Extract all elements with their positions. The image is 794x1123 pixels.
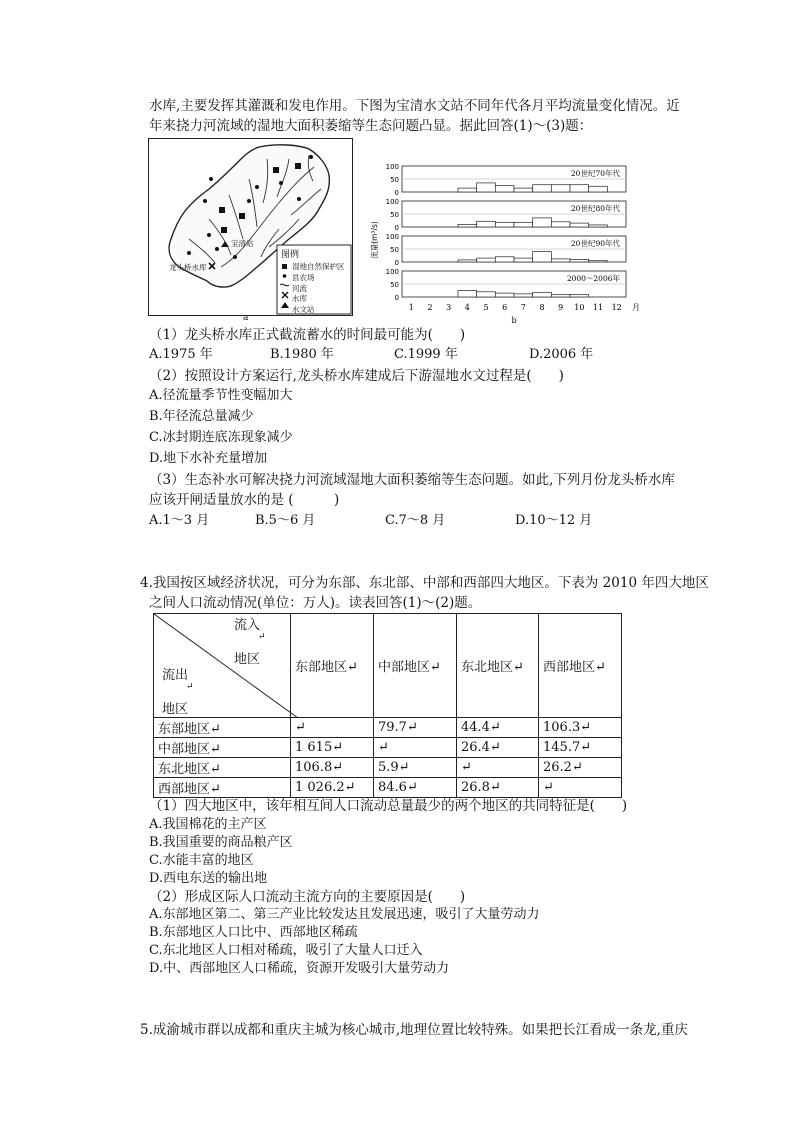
intro-line-2: 年来挠力河流域的湿地大面积萎缩等生态问题凸显。据此回答(1)～(3)题：: [149, 118, 593, 134]
corner-in-label: 流入: [234, 618, 261, 633]
x-tick-label: 3: [446, 303, 452, 312]
y-tick-label: 100: [385, 233, 399, 241]
table-cell: ↵: [539, 778, 622, 798]
flow-bar: [458, 291, 477, 298]
q3-sub3-opt-c: C.7～8 月: [385, 513, 446, 528]
map-caption: a: [243, 313, 249, 323]
table-cell: 79.7↵: [374, 718, 457, 738]
col-header-west: 西部地区↵: [539, 614, 622, 718]
row-label: 东部地区↵: [154, 718, 291, 738]
q4-sub1: （1）四大地区中，该年相互间人口流动总量最少的两个地区的共同特征是( ): [149, 798, 628, 814]
x-tick-label: 7: [520, 303, 526, 312]
flow-bar: [570, 223, 589, 227]
x-tick-label: 4: [464, 303, 470, 312]
table-cell: ↵: [291, 718, 374, 738]
q3-sub3-line2: 应该开闸适量放水的是 ( ): [149, 492, 340, 508]
table-cell: 5.9↵: [374, 758, 457, 778]
table-row: [154, 738, 622, 758]
label-reservoir: 龙头桥水库: [169, 263, 207, 272]
table-cell: 106.3↵: [539, 718, 622, 738]
flow-bar: [458, 188, 477, 192]
y-tick-label: 100: [385, 268, 399, 276]
flow-bar: [570, 294, 589, 297]
q5-line-1: 5.成渝城市群以成都和重庆主城为核心城市,地理位置比较特殊。如果把长江看成一条龙,重庆: [140, 1022, 688, 1038]
q3-sub2: （2）按照设计方案运行,龙头桥水库建成后下游湿地水文过程是( ): [149, 368, 564, 384]
legend-wetland: 湿地自然保护区: [292, 262, 345, 271]
table-cell: 26.4↵: [457, 738, 539, 758]
watershed-map: [148, 138, 353, 316]
intro-line-1: 水库,主要发挥其灌溉和发电作用。下图为宝清水文站不同年代各月平均流量变化情况。近: [149, 98, 680, 114]
flow-bar: [551, 294, 570, 297]
flow-bar: [551, 185, 570, 192]
table-row: [154, 778, 622, 798]
hydrograph-chart: [368, 160, 674, 325]
q3-sub2-opt-d: D.地下水补充量增加: [149, 451, 268, 466]
corner-mark-1: ↵: [258, 632, 266, 642]
q4-sub2-opt-d: D.中、西部地区人口稀疏，资源开发吸引大量劳动力: [149, 961, 450, 976]
table-row: [154, 758, 622, 778]
series-label: 20世纪70年代: [570, 169, 620, 178]
series-label: 20世纪90年代: [570, 239, 620, 248]
flow-bar: [495, 257, 514, 262]
x-tick-label: 6: [502, 303, 508, 312]
x-tick-label: 5: [483, 303, 489, 312]
legend-reservoir: 水库: [292, 294, 307, 304]
y-tick-label: 100: [385, 198, 399, 206]
x-tick-label: 2: [427, 303, 433, 312]
corner-region-label-2: 地区: [162, 702, 189, 717]
q3-sub1-opt-b: B.1980 年: [270, 347, 334, 362]
q4-sub2-opt-b: B.东部地区人口比中、西部地区稀疏: [149, 925, 358, 940]
flow-bar: [589, 186, 608, 192]
table-corner-cell: [154, 614, 291, 718]
x-tick-label: 1: [408, 303, 414, 312]
table-row: [154, 718, 622, 738]
flow-bar: [570, 259, 589, 262]
series-label: 20世纪80年代: [570, 204, 620, 213]
q3-sub1-opt-c: C.1999 年: [394, 347, 458, 362]
q4-sub1-opt-c: C.水能丰富的地区: [149, 853, 254, 868]
table-cell: 145.7↵: [539, 738, 622, 758]
y-tick-label: 0: [394, 224, 399, 232]
q4-sub1-opt-a: A.我国棉花的主产区: [149, 817, 267, 832]
flow-bar: [570, 185, 589, 192]
flow-bar: [458, 224, 477, 227]
col-header-east: 东部地区↵: [291, 614, 374, 718]
row-label: 西部地区↵: [154, 778, 291, 798]
x-tick-label: 9: [558, 303, 564, 312]
table-cell: 1 026.2↵: [291, 778, 374, 798]
q3-sub2-opt-c: C.冰封期连底冻现象减少: [149, 430, 293, 445]
y-axis-label: 流量(m³/s): [370, 221, 379, 259]
x-tick-label: 8: [539, 303, 545, 312]
corner-region-label-1: 地区: [234, 652, 261, 667]
flow-bar: [533, 185, 552, 192]
table-cell: 26.2↵: [539, 758, 622, 778]
y-tick-label: 50: [390, 246, 399, 254]
flow-bar: [477, 258, 496, 262]
table-cell: 1 615↵: [291, 738, 374, 758]
q4-sub1-opt-d: D.西电东送的输出地: [149, 871, 268, 886]
q4-sub2-opt-a: A.东部地区第二、第三产业比较发达且发展迅速，吸引了大量劳动力: [149, 907, 540, 922]
y-tick-label: 0: [394, 189, 399, 197]
flow-bar: [514, 188, 533, 192]
y-tick-label: 0: [394, 259, 399, 267]
y-tick-label: 100: [385, 163, 399, 171]
y-tick-label: 50: [390, 211, 399, 219]
population-flow-table: [153, 613, 622, 798]
q4-sub2: （2）形成区际人口流动主流方向的主要原因是( ): [149, 889, 466, 905]
table-cell: 106.8↵: [291, 758, 374, 778]
q4-sub1-opt-b: B.我国重要的商品粮产区: [149, 835, 293, 850]
q3-sub3-line1: （3）生态补水可解决挠力河流域湿地大面积萎缩等生态问题。如此,下列月份龙头桥水库: [149, 472, 675, 488]
flow-bar: [495, 222, 514, 227]
col-header-central: 中部地区↵: [374, 614, 457, 718]
table-cell: 44.4↵: [457, 718, 539, 738]
q4-sub2-opt-c: C.东北地区人口相对稀疏，吸引了大量人口迁入: [149, 943, 423, 958]
flow-bar: [477, 183, 496, 192]
flow-bar: [514, 258, 533, 262]
corner-out-label: 流出: [162, 668, 189, 683]
y-tick-label: 50: [390, 281, 399, 289]
q3-sub1-opt-d: D.2006 年: [529, 347, 594, 362]
q3-sub3-opt-d: D.10～12 月: [515, 513, 593, 528]
x-axis-label: 月: [632, 303, 640, 312]
flow-bar: [514, 294, 533, 297]
flow-bar: [495, 293, 514, 297]
q3-sub3-opt-b: B.5～6 月: [255, 513, 316, 528]
flow-bar: [477, 221, 496, 227]
x-tick-label: 11: [592, 303, 604, 312]
legend-river: 河流: [292, 283, 307, 293]
x-tick-label: 12: [611, 303, 622, 312]
legend-farm: 县农场: [292, 272, 315, 282]
row-label: 中部地区↵: [154, 738, 291, 758]
flow-bar: [533, 218, 552, 227]
q3-sub2-opt-b: B.年径流总量减少: [149, 409, 254, 424]
flow-bar: [477, 292, 496, 297]
q4-line-1: 4.我国按区域经济状况，可分为东部、东北部、中部和西部四大地区。下表为 2010 年四大地区: [140, 575, 709, 591]
flow-bar: [533, 292, 552, 297]
corner-mark-2: ↵: [186, 682, 194, 692]
flow-bar: [589, 225, 608, 227]
series-label: 2000～2006年: [566, 274, 620, 283]
y-tick-label: 0: [394, 294, 399, 302]
q4-line-2: 之间人口流动情况(单位：万人)。读表回答(1)～(2)题。: [149, 595, 482, 611]
q3-sub3-opt-a: A.1～3 月: [149, 513, 210, 528]
row-label: 东北地区↵: [154, 758, 291, 778]
col-header-northeast: 东北地区↵: [457, 614, 539, 718]
x-tick-label: 10: [574, 303, 585, 312]
q3-sub1-opt-a: A.1975 年: [149, 347, 213, 362]
flow-bar: [533, 252, 552, 262]
legend-station: 水文站: [292, 305, 315, 315]
table-cell: ↵: [457, 758, 539, 778]
label-station: 宝清站: [231, 239, 254, 248]
flow-bar: [495, 186, 514, 193]
chart-caption: b: [511, 316, 517, 325]
table-cell: 26.8↵: [457, 778, 539, 798]
table-cell: ↵: [374, 738, 457, 758]
map-legend: [292, 262, 345, 316]
flow-bar: [551, 259, 570, 262]
legend-title: 图例: [281, 250, 300, 260]
q3-sub1: （1）龙头桥水库正式截流蓄水的时间最可能为( ): [149, 327, 466, 343]
flow-bar: [514, 222, 533, 227]
flow-bar: [458, 260, 477, 262]
flow-bar: [551, 222, 570, 227]
table-cell: 84.6↵: [374, 778, 457, 798]
flow-bar: [589, 261, 608, 262]
y-tick-label: 50: [390, 176, 399, 184]
q3-sub2-opt-a: A.径流量季节性变幅加大: [149, 388, 293, 403]
